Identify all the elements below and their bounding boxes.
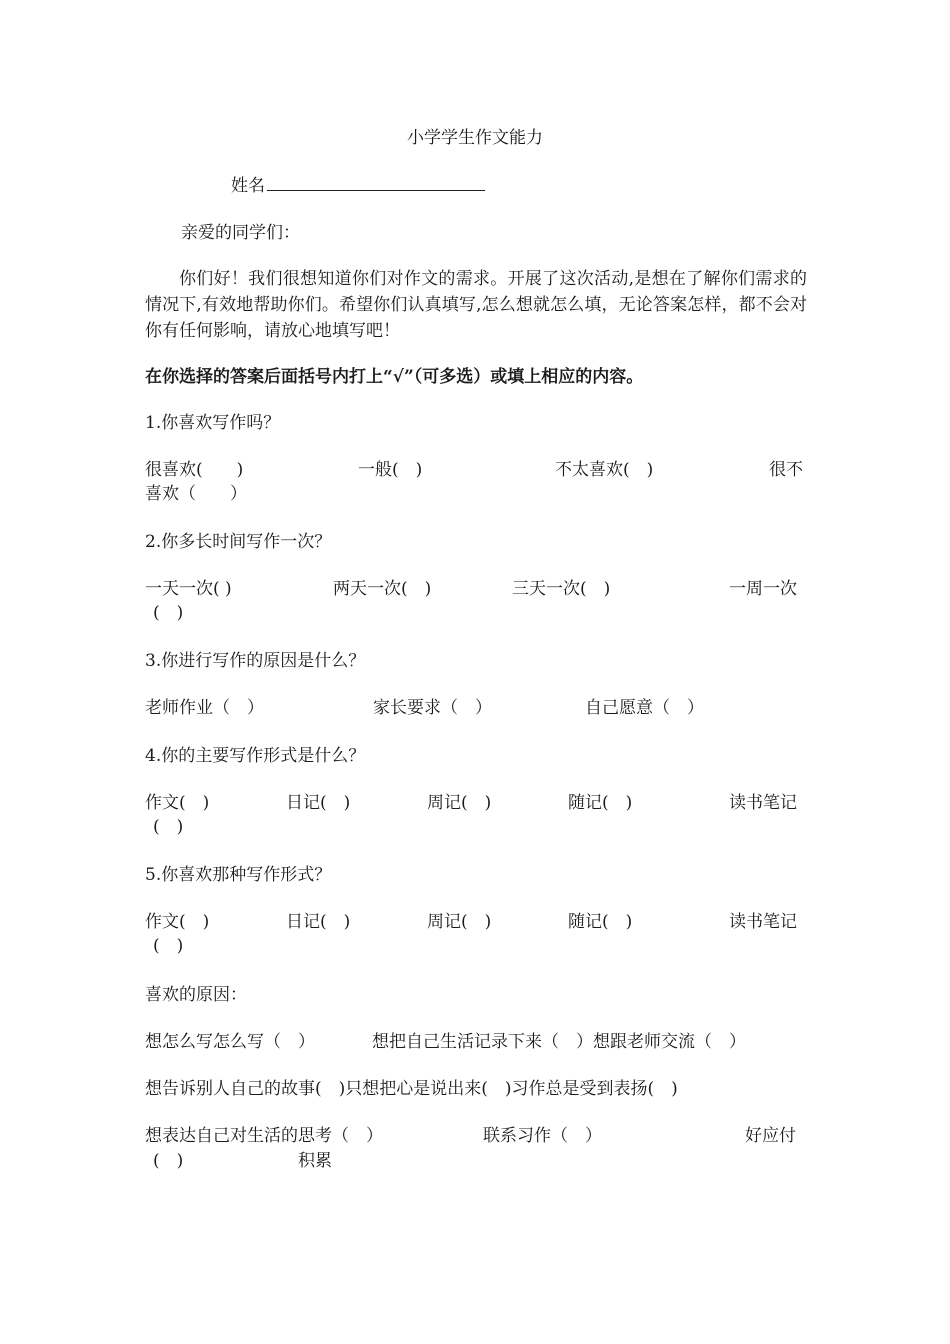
q1-option-very-like[interactable]: 很喜欢( ) xyxy=(145,460,244,480)
question-1: 1.你喜欢写作吗？ xyxy=(145,413,281,433)
q2-option-weekly[interactable]: 一周一次 xyxy=(729,579,797,599)
q2-option-daily[interactable]: 一天一次( ) xyxy=(145,579,232,599)
page-title: 小学学生作文能力 xyxy=(407,128,543,148)
q2-option-wrap[interactable]: ( ) xyxy=(153,603,184,623)
q4-option-reading-notes[interactable]: 读书笔记 xyxy=(729,793,797,813)
q1-option-wrap[interactable]: 喜欢（ ） xyxy=(145,484,247,504)
q5-option-weekly-journal[interactable]: 周记( ) xyxy=(427,912,492,932)
q5-option-essay[interactable]: 作文( ) xyxy=(145,912,210,932)
reason-option-practice[interactable]: 联系习作（ ） xyxy=(483,1126,602,1146)
reason-option-record-life[interactable]: 想把自己生活记录下来（ ）想跟老师交流（ ） xyxy=(372,1032,746,1052)
reason-option-express[interactable]: 想表达自己对生活的思考（ ） xyxy=(145,1126,383,1146)
reasons-label: 喜欢的原因： xyxy=(145,985,247,1005)
reason-accumulate: 积累 xyxy=(298,1151,332,1171)
q4-option-diary[interactable]: 日记( ) xyxy=(286,793,351,813)
q4-option-weekly-journal[interactable]: 周记( ) xyxy=(427,793,492,813)
q5-option-reading-notes[interactable]: 读书笔记 xyxy=(729,912,797,932)
question-5: 5.你喜欢那种写作形式？ xyxy=(145,865,332,885)
instruction: 在你选择的答案后面括号内打上“√”（可多选）或填上相应的内容。 xyxy=(145,367,644,387)
name-blank-line[interactable] xyxy=(267,172,485,191)
q2-option-two-days[interactable]: 两天一次( ) xyxy=(333,579,432,599)
q5-option-notes[interactable]: 随记( ) xyxy=(568,912,633,932)
q1-option-very-not[interactable]: 很不 xyxy=(769,460,803,480)
q1-option-not-much[interactable]: 不太喜欢( ) xyxy=(555,460,654,480)
reason-option-wrap[interactable]: ( ) xyxy=(153,1151,184,1171)
q5-option-diary[interactable]: 日记( ) xyxy=(286,912,351,932)
reason-row-2[interactable]: 想告诉别人自己的故事( )只想把心是说出来( )习作总是受到表扬( ) xyxy=(145,1079,678,1099)
question-2: 2.你多长时间写作一次？ xyxy=(145,532,332,552)
q2-option-three-days[interactable]: 三天一次( ) xyxy=(512,579,611,599)
q3-option-teacher[interactable]: 老师作业（ ） xyxy=(145,698,264,718)
name-label: 姓名 xyxy=(231,176,265,196)
q3-option-self[interactable]: 自己愿意（ ） xyxy=(585,698,704,718)
reason-option-free[interactable]: 想怎么写怎么写（ ） xyxy=(145,1032,315,1052)
intro-paragraph: 你们好！我们很想知道你们对作文的需求。开展了这次活动,是想在了解你们需求的情况下,有效地帮助你们。希望你们认真填写,怎么想就怎么填，无论答案怎样，都不会对你有任何影响，请放心地填写吧！ xyxy=(145,269,807,341)
q4-option-wrap[interactable]: ( ) xyxy=(153,817,184,837)
question-3: 3.你进行写作的原因是什么？ xyxy=(145,651,366,671)
question-4: 4.你的主要写作形式是什么？ xyxy=(145,746,366,766)
q3-option-parents[interactable]: 家长要求（ ） xyxy=(373,698,492,718)
q4-option-notes[interactable]: 随记( ) xyxy=(568,793,633,813)
name-field xyxy=(231,172,485,198)
reason-option-easy[interactable]: 好应付 xyxy=(745,1126,796,1146)
q4-option-essay[interactable]: 作文( ) xyxy=(145,793,210,813)
q1-option-average[interactable]: 一般( ) xyxy=(358,460,423,480)
greeting: 亲爱的同学们： xyxy=(181,223,300,243)
q5-option-wrap[interactable]: ( ) xyxy=(153,936,184,956)
